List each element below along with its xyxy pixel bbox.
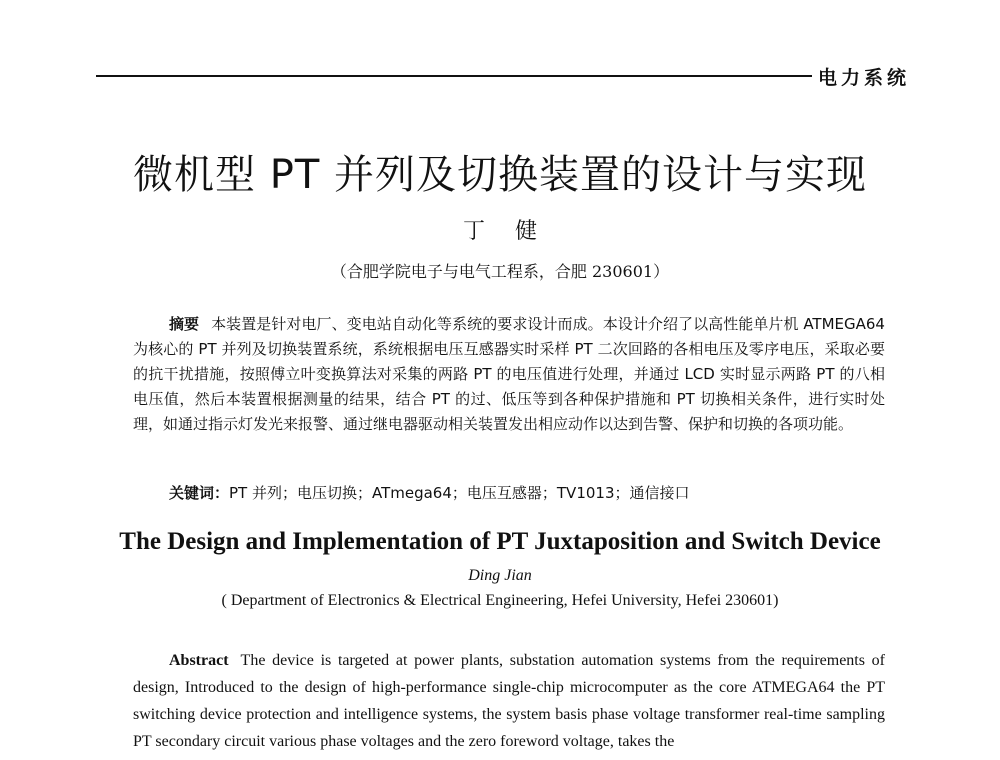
chinese-abstract-text: 本装置是针对电厂、变电站自动化等系统的要求设计而成。本设计介绍了以高性能单片机 ATMEGA64 为核心的 PT 并列及切换装置系统，系统根据电压互感器实时采样 PT 二次回路的各相电压及零序电压，采取必要的抗干扰措施，按照傅立叶变换算法对采集的两路 PT 的电压值进行处理，并通过 LCD 实时显示两路 PT 的八相电压值，然后本装置根据测量的结果，结合 PT 的过、低压等到各种保护措施和 PT 切换相关条件，进行实时处理，如通过指示灯发光来报警、通过继电器驱动相关装置发出相应动作以达到告警、保护和切换的各项功能。 — [133, 315, 885, 433]
chinese-affiliation: （合肥学院电子与电气工程系，合肥 230601） — [330, 262, 670, 281]
english-abstract-text: The device is targeted at power plants, substation automation systems from the requirements of design, Introduced to the design of high-performance single-chip microcomputer as the core ATMEGA64 the PT switching device protection and intelligence systems, the system basis phase voltage transformer real-time sampling PT secondary circuit various phase voltages and the zero foreword voltage, takes the — [133, 652, 885, 750]
english-author: Ding Jian — [468, 567, 532, 584]
chinese-keywords-text: PT 并列；电压切换；ATmega64；电压互感器；TV1013；通信接口 — [229, 484, 690, 502]
english-abstract — [133, 647, 885, 755]
journal-section-label: 电力系统 — [818, 67, 911, 89]
chinese-title: 微机型 PT 并列及切换装置的设计与实现 — [133, 152, 867, 198]
chinese-abstract-label: 摘要 — [169, 315, 200, 333]
chinese-abstract — [133, 312, 885, 437]
english-title: The Design and Implementation of PT Juxtaposition and Switch Device — [119, 528, 881, 555]
chinese-author: 丁健 — [462, 219, 567, 244]
english-affiliation: ( Department of Electronics & Electrical Engineering, Hefei University, Hefei 230601) — [221, 592, 779, 609]
chinese-keywords — [169, 481, 885, 506]
chinese-keywords-label: 关键词： — [169, 484, 230, 502]
header-rule — [96, 75, 812, 77]
english-abstract-label: Abstract — [169, 652, 229, 669]
